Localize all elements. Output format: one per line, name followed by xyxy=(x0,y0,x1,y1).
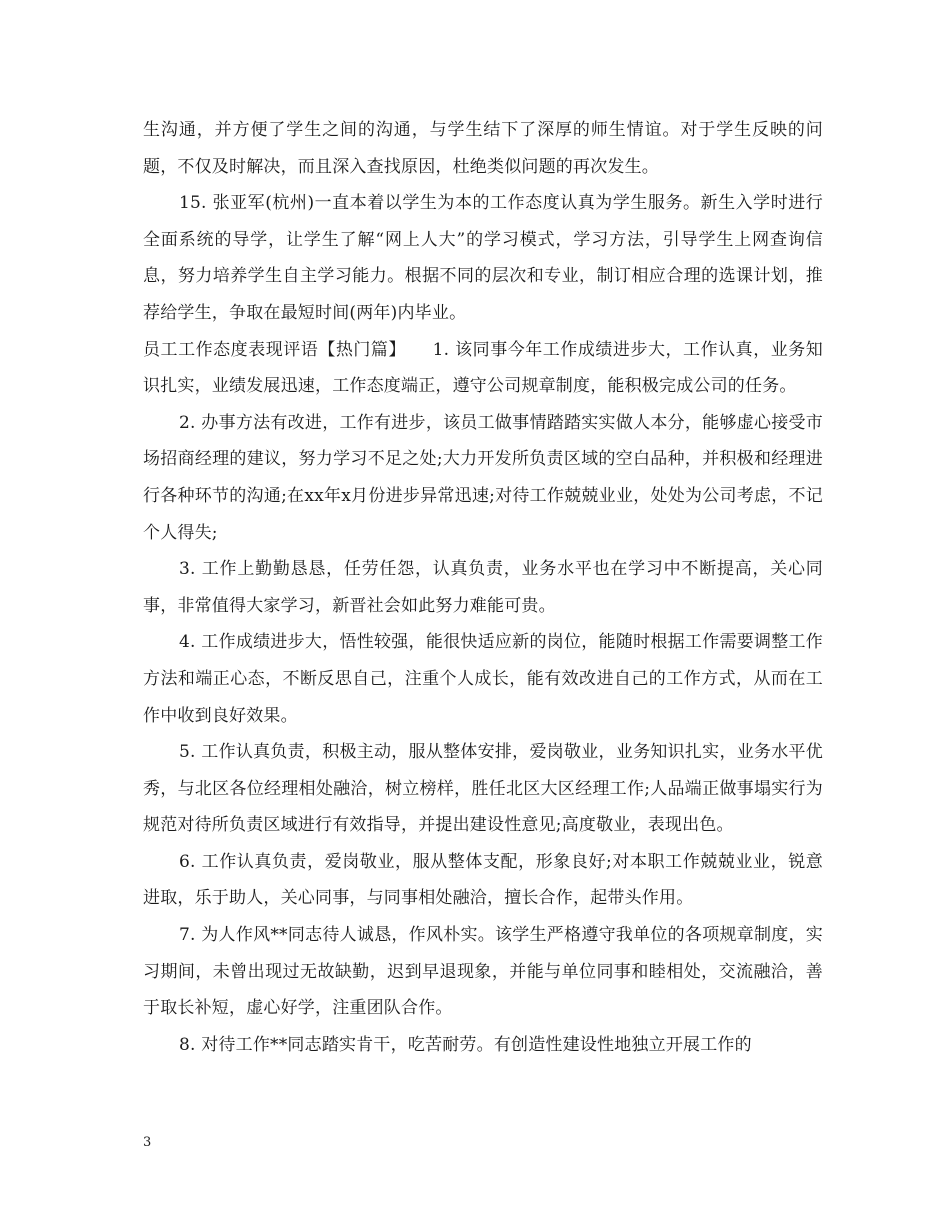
paragraph: 5. 工作认真负责，积极主动，服从整体安排，爱岗敬业，业务知识扎实，业务水平优秀，与北区各位经理相处融洽，树立榜样，胜任北区大区经理工作;人品端正做事塌实行为规范对待所负责区域进行有效指导，并提出建设性意见;高度敬业，表现出色。 xyxy=(143,742,823,836)
paragraph: 6. 工作认真负责，爱岗敬业，服从整体支配，形象良好;对本职工作兢兢业业，锐意进取，乐于助人，关心同事，与同事相处融洽，擅长合作，起带头作用。 xyxy=(143,851,823,909)
page-number: 3 xyxy=(143,1135,152,1150)
paragraph: 生沟通，并方便了学生之间的沟通，与学生结下了深厚的师生情谊。对于学生反映的问题，不仅及时解决，而且深入查找原因，杜绝类似问题的再次发生。 xyxy=(143,120,823,177)
paragraph: 8. 对待工作**同志踏实肯干，吃苦耐劳。有创造性建设性地独立开展工作的 xyxy=(179,1034,752,1055)
paragraph: 2. 办事方法有改进，工作有进步，该员工做事情踏踏实实做人本分，能够虚心接受市场招商经理的建议，努力学习不足之处;大力开发所负责区域的空白品种，并积极和经理进行各种环节的沟通;在xx年x月份进步异常迅速;对待工作兢兢业业，处处为公司考虑，不记个人得失; xyxy=(143,412,823,543)
document-body xyxy=(143,112,823,1063)
paragraph: 7. 为人作风**同志待人诚恳，作风朴实。该学生严格遵守我单位的各项规章制度，实习期间，未曾出现过无故缺勤，迟到早退现象，并能与单位同事和睦相处，交流融洽，善于取长补短，虚心好学，注重团队合作。 xyxy=(143,925,823,1019)
paragraph: 15. 张亚军(杭州)一直本着以学生为本的工作态度认真为学生服务。新生入学时进行全面系统的导学，让学生了解“网上人大”的学习模式，学习方法，引导学生上网查询信息，努力培养学生自主学习能力。根据不同的层次和专业，制订相应合理的选课计划，推荐给学生，争取在最短时间(两年)内毕业。 xyxy=(143,193,823,323)
paragraph: 3. 工作上勤勤恳恳，任劳任怨，认真负责，业务水平也在学习中不断提高，关心同事，非常值得大家学习，新晋社会如此努力难能可贵。 xyxy=(143,559,823,616)
paragraph: 4. 工作成绩进步大，悟性较强，能很快适应新的岗位，能随时根据工作需要调整工作方法和端正心态，不断反思自己，注重个人成长，能有效改进自己的工作方式，从而在工作中收到良好效果。 xyxy=(143,632,823,726)
section-heading-paragraph: 员工工作态度表现评语【热门篇】 1. 该同事今年工作成绩进步大，工作认真，业务知识扎实，业绩发展迅速，工作态度端正，遵守公司规章制度，能积极完成公司的任务。 xyxy=(143,339,823,397)
